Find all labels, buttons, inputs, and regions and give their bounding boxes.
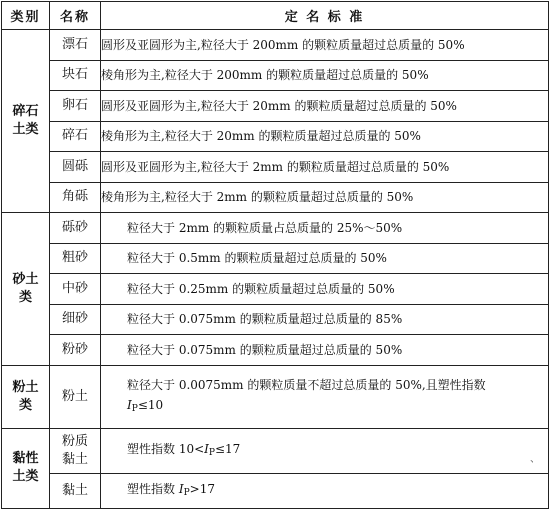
soil-standard: 粒径大于 2mm 的颗粒质量占总质量的 25%～50% bbox=[101, 213, 549, 244]
standard-text: 塑性指数 10< bbox=[127, 441, 205, 456]
soil-standard: 棱角形为主,粒径大于 20mm 的颗粒质量超过总质量的 50% bbox=[101, 121, 549, 152]
category-label: 黏性 土类 bbox=[12, 451, 39, 485]
table-row bbox=[2, 428, 549, 474]
soil-name bbox=[50, 428, 101, 474]
soil-standard: 圆形及亚圆形为主,粒径大于 20mm 的颗粒质量超过总质量的 50% bbox=[101, 91, 549, 122]
soil-name: 漂石 bbox=[50, 30, 101, 61]
soil-name: 中砂 bbox=[50, 274, 101, 305]
table-row bbox=[2, 152, 549, 183]
soil-name: 圆砾 bbox=[50, 152, 101, 183]
header-standard: 定 名 标 准 bbox=[101, 2, 549, 30]
soil-name: 角砾 bbox=[50, 182, 101, 213]
plasticity-index-symbol: I bbox=[204, 441, 209, 456]
soil-standard: 圆形及亚圆形为主,粒径大于 200mm 的颗粒质量超过总质量的 50% bbox=[101, 30, 549, 61]
table-row bbox=[2, 274, 549, 305]
soil-name: 细砂 bbox=[50, 304, 101, 335]
plasticity-index-symbol: I bbox=[178, 482, 184, 497]
table-row bbox=[2, 213, 549, 244]
table-row bbox=[2, 474, 549, 509]
soil-classification-table bbox=[1, 1, 549, 509]
soil-name-text: 粉质 黏土 bbox=[61, 433, 88, 467]
table-row bbox=[2, 30, 549, 61]
table-row bbox=[2, 60, 549, 91]
soil-name: 粗砂 bbox=[50, 243, 101, 274]
soil-name: 碎石 bbox=[50, 121, 101, 152]
soil-standard: 粒径大于 0.075mm 的颗粒质量超过总质量的 50% bbox=[101, 335, 549, 366]
table-row bbox=[2, 91, 549, 122]
standard-value: ≤17 bbox=[214, 441, 241, 456]
soil-standard: 圆形及亚圆形为主,粒径大于 2mm 的颗粒质量超过总质量的 50% bbox=[101, 152, 549, 183]
table-row bbox=[2, 121, 549, 152]
standard-value: >17 bbox=[189, 482, 215, 497]
soil-name: 砾砂 bbox=[50, 213, 101, 244]
category-label: 粉土 类 bbox=[12, 379, 39, 413]
standard-text: 塑性指数 bbox=[127, 482, 179, 497]
standard-value: ≤10 bbox=[137, 397, 164, 412]
soil-standard bbox=[101, 474, 549, 509]
soil-standard bbox=[101, 365, 549, 428]
header-row bbox=[2, 2, 549, 30]
header-name: 名称 bbox=[50, 2, 101, 30]
soil-name: 粉砂 bbox=[50, 335, 101, 366]
plasticity-index-symbol: I bbox=[127, 397, 132, 412]
standard-text: 粒径大于 0.0075mm 的颗粒质量不超过总质量的 50%,且塑性指数 bbox=[127, 377, 486, 392]
soil-standard bbox=[101, 428, 549, 474]
category-label: 碎石 土类 bbox=[12, 104, 39, 137]
category-label: 砂土 类 bbox=[12, 271, 39, 305]
soil-standard: 粒径大于 0.25mm 的颗粒质量超过总质量的 50% bbox=[101, 274, 549, 305]
soil-standard: 棱角形为主,粒径大于 200mm 的颗粒质量超过总质量的 50% bbox=[101, 60, 549, 91]
table-row bbox=[2, 304, 549, 335]
stray-mark: 、 bbox=[530, 454, 540, 465]
soil-standard: 棱角形为主,粒径大于 2mm 的颗粒质量超过总质量的 50% bbox=[101, 182, 549, 213]
soil-name: 卵石 bbox=[50, 91, 101, 122]
soil-standard: 粒径大于 0.075mm 的颗粒质量超过总质量的 85% bbox=[101, 304, 549, 335]
category-sand-soil bbox=[2, 213, 50, 366]
soil-name: 粉土 bbox=[50, 365, 101, 428]
soil-standard: 粒径大于 0.5mm 的颗粒质量超过总质量的 50% bbox=[101, 243, 549, 274]
soil-name: 块石 bbox=[50, 60, 101, 91]
table-row bbox=[2, 243, 549, 274]
category-gravel-soil bbox=[2, 30, 50, 213]
plasticity-index-subscript: P bbox=[208, 447, 215, 458]
category-cohesive-soil bbox=[2, 428, 50, 508]
plasticity-index-subscript: P bbox=[131, 403, 138, 414]
plasticity-index-subscript: P bbox=[183, 488, 190, 499]
table-row bbox=[2, 335, 549, 366]
table-row bbox=[2, 182, 549, 213]
soil-name: 黏土 bbox=[50, 474, 101, 509]
header-category: 类别 bbox=[2, 2, 50, 30]
category-silt bbox=[2, 365, 50, 428]
table-row bbox=[2, 365, 549, 428]
